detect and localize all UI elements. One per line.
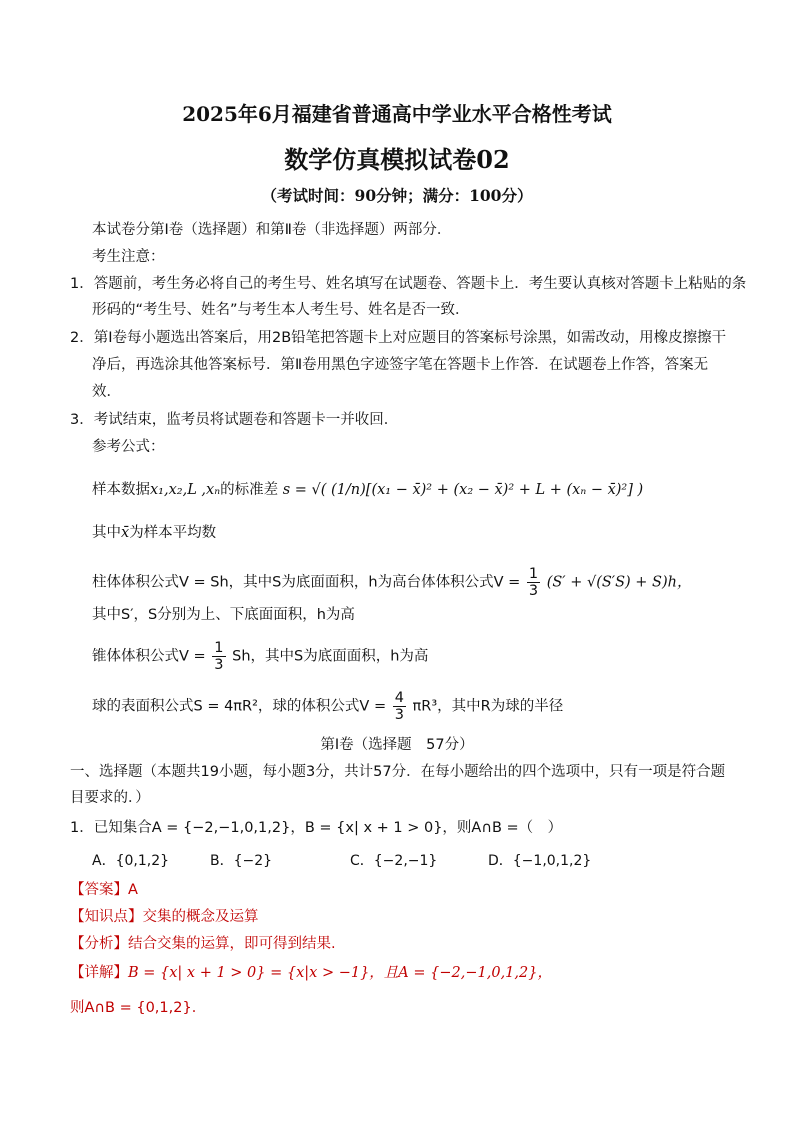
option-b: B．{−2} xyxy=(210,853,273,869)
analysis-line: 【分析】结合交集的运算，即可得到结果. xyxy=(70,936,336,952)
mean-note: 其中x̄为样本平均数 xyxy=(92,525,217,541)
conclusion-line: 则A∩B = {0,1,2}． xyxy=(70,1000,207,1016)
notice-title: 考生注意： xyxy=(92,249,165,265)
std-dev-formula: 样本数据x₁,x₂,L ,xₙ的标准差 s = √( (1/n)[(x₁ − x̄)² + (x₂ − x̄)² + L + (xₙ − x̄)²] ) xyxy=(92,482,644,498)
notice-item-3: 3．考试结束，监考员将试题卷和答题卡一并收回． xyxy=(70,412,399,428)
question-1-stem: 1．已知集合A = {−2,−1,0,1,2}，B = {x| x + 1 > 0}，则A∩B =（ ） xyxy=(70,820,563,836)
notice-item-2: 2．第Ⅰ卷每小题选出答案后，用2B铅笔把答题卡上对应题目的答案标号涂黑，如需改动，用橡皮擦擦干 xyxy=(70,330,727,346)
notice-item-2-cont: 净后，再选涂其他答案标号．第Ⅱ卷用黑色字迹签字笔在答题卡上作答．在试题卷上作答，答案无 xyxy=(92,357,709,373)
notice-item-2-end: 效． xyxy=(92,384,121,400)
cone-formula: 锥体体积公式V = $\frac{1}{3}$ Sh，其中S为底面面积，h为高 xyxy=(92,640,429,673)
knowledge-line: 【知识点】交集的概念及运算 xyxy=(70,909,259,925)
notice-item-1-cont: 形码的“考生号、姓名”与考生本人考生号、姓名是否一致． xyxy=(92,302,470,318)
answer-line: 【答案】A xyxy=(70,882,138,898)
option-a: A．{0,1,2} xyxy=(92,853,170,869)
prism-frustum-formula: 柱体体积公式V = Sh，其中S为底面面积，h为高台体体积公式V = $\frac{1}{3}$ (S′ + √(S′S) + S)h， xyxy=(92,566,692,599)
paper-title: 数学仿真模拟试卷02 xyxy=(284,145,510,174)
section-description-cont: 目要求的．） xyxy=(70,790,150,806)
exam-info: （考试时间：90分钟；满分：100分） xyxy=(261,186,533,205)
exam-title: 2025年6月福建省普通高中学业水平合格性考试 xyxy=(182,102,612,126)
sphere-formula: 球的表面积公式S = 4πR²，球的体积公式V = $\frac{4}{3}$ πR³，其中R为球的半径 xyxy=(92,690,564,723)
section-heading: 第Ⅰ卷（选择题 57分） xyxy=(320,737,474,753)
section-description: 一、选择题（本题共19小题，每小题3分，共计57分．在每小题给出的四个选项中，只有一项是符合题 xyxy=(70,764,726,780)
formula-title: 参考公式： xyxy=(92,439,165,455)
option-d: D．{−1,0,1,2} xyxy=(488,853,592,869)
detail-line: 【详解】B = {x| x + 1 > 0} = {x|x > −1}，且A = {−2,−1,0,1,2}， xyxy=(70,965,552,981)
notice-item-1: 1．答题前，考生务必将自己的考生号、姓名填写在试题卷、答题卡上．考生要认真核对答题卡上粘贴的条 xyxy=(70,276,747,292)
frustum-note: 其中S′，S分别为上、下底面面积，h为高 xyxy=(92,607,355,623)
option-c: C．{−2,−1} xyxy=(350,853,438,869)
intro-line: 本试卷分第Ⅰ卷（选择题）和第Ⅱ卷（非选择题）两部分． xyxy=(92,222,452,238)
